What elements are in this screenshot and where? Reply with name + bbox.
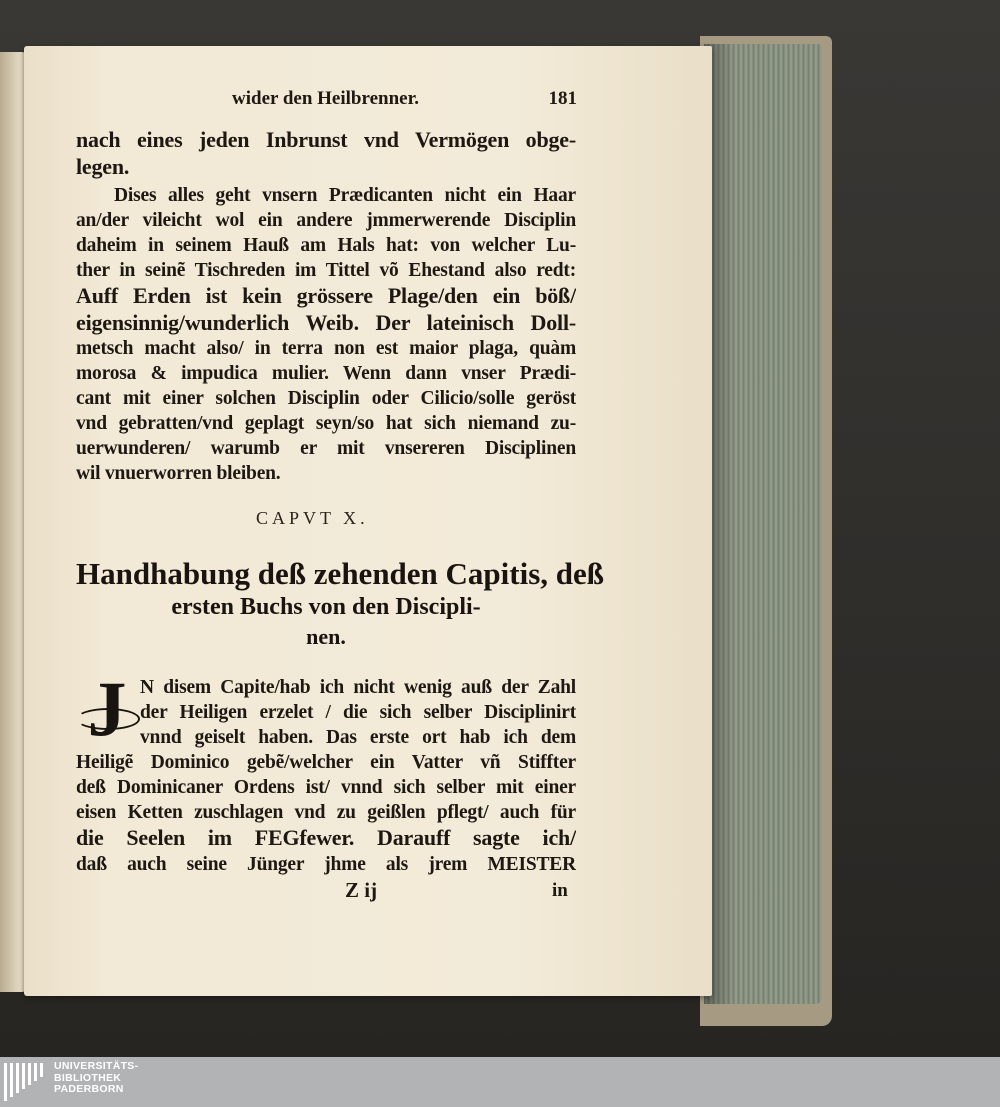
institution-name-line: BIBLIOTHEK	[54, 1071, 122, 1084]
chapter-heading-line: nen.	[306, 624, 346, 649]
institution-name-line: UNIVERSITÄTS-	[54, 1060, 139, 1072]
left-page-edge	[0, 52, 26, 992]
text-line: vnnd geiselt haben. Das erste ort hab ich dem	[140, 727, 576, 748]
text-line: metsch macht also/ in terra non est maior plaga, quàm	[76, 338, 576, 359]
text-line: nach eines jeden Inbrunst vnd Vermögen obge-	[76, 128, 576, 152]
text-line: uerwunderen/ warumb er mit vnsereren Disciplinen	[76, 438, 576, 459]
page-header	[232, 88, 577, 114]
text-line: daheim in seinem Hauß am Hals hat: von welcher Lu-	[76, 235, 576, 256]
signature-mark: Z ij	[345, 878, 378, 902]
chapter-heading-line: ersten Buchs von den Discipli-	[171, 594, 481, 620]
page-number: 181	[548, 88, 577, 109]
text-line: der Heiligen erzelet / die sich selber Disciplinirt	[140, 702, 576, 723]
institution-name-line: PADERBORN	[54, 1083, 124, 1095]
chapter-label: CAPVT X.	[256, 508, 369, 528]
chapter-text	[76, 676, 576, 876]
text-line: morosa & impudica mulier. Wenn dann vnser Prædi-	[76, 363, 576, 384]
text-line: deß Dominicaner Ordens ist/ vnnd sich selber mit einer	[76, 777, 576, 798]
footer-bar	[0, 1057, 1000, 1107]
text-line: Auff Erden ist kein grössere Plage/den ein böß/	[76, 284, 576, 308]
text-line: vnd gebratten/vnd geplagt seyn/so hat sich niemand zu-	[76, 413, 576, 434]
catchword: in	[552, 880, 568, 901]
chapter-heading-line: Handhabung deß zehenden Capitis, deß	[76, 556, 605, 591]
text-line: die Seelen im FEGfewer. Darauff sagte ich/	[76, 826, 576, 850]
text-line: an/der vileicht wol ein andere jmmerwerende Disciplin	[76, 210, 576, 231]
text-line: daß auch seine Jünger jhme als jrem MEISTER	[76, 854, 576, 875]
text-line: eisen Ketten zuschlagen vnd zu geißlen pflegt/ auch für	[76, 802, 576, 823]
text-line: N disem Capite/hab ich nicht wenig auß der Zahl	[140, 677, 576, 698]
text-line: ther in seinẽ Tischreden im Tittel võ Ehestand also redt:	[76, 260, 576, 281]
initial-letter: J	[87, 665, 127, 752]
running-head: wider den Heilbrenner.	[232, 88, 420, 109]
institution-name	[54, 1061, 138, 1096]
text-line: Heiligẽ Dominico gebẽ/welcher ein Vatter vñ Stiffter	[76, 752, 576, 773]
text-line: wil vnuerworren bleiben.	[76, 463, 281, 484]
body-text	[76, 128, 576, 488]
text-line: legen.	[76, 155, 130, 179]
text-line: Dises alles geht vnsern Prædicanten nicht ein Haar	[114, 185, 576, 206]
text-line: cant mit einer solchen Disciplin oder Cilicio/solle geröst	[76, 388, 576, 409]
text-line: eigensinnig/wunderlich Weib. Der lateinisch Doll-	[76, 311, 576, 335]
library-logo-icon	[4, 1063, 44, 1101]
